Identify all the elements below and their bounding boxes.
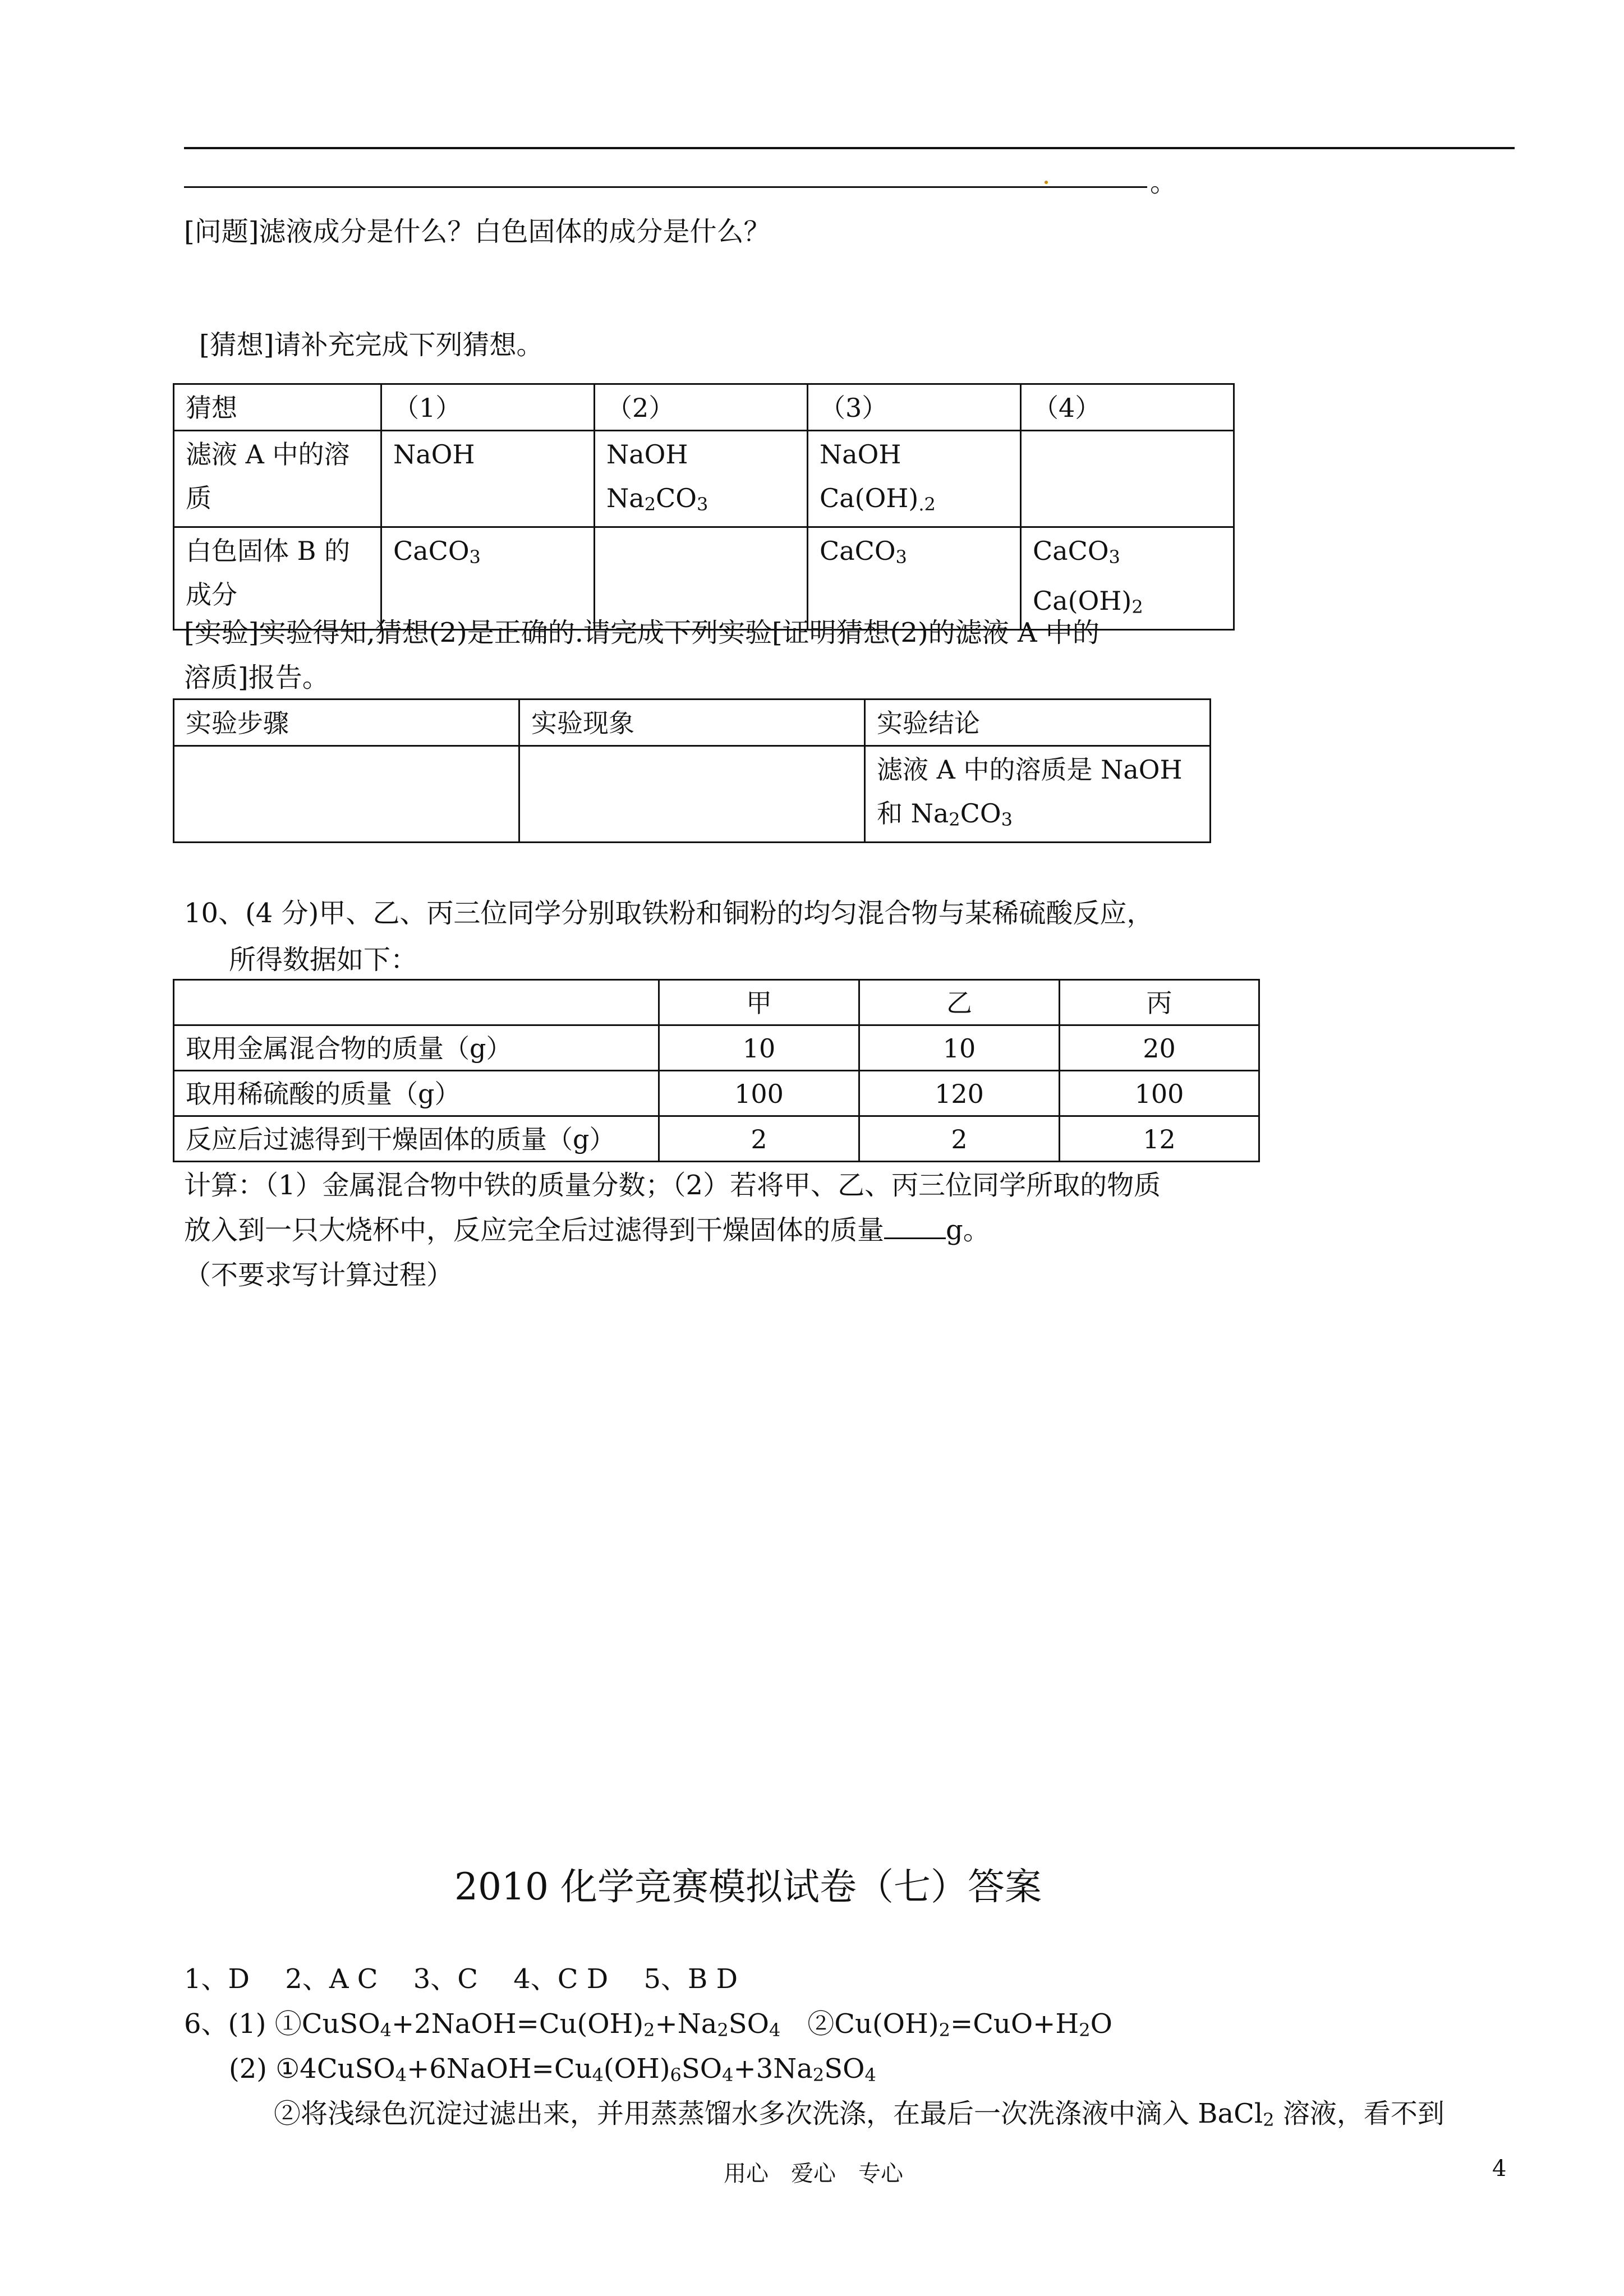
stray-dot <box>1045 181 1048 184</box>
answer-blank[interactable] <box>884 1215 946 1239</box>
experiment-table <box>173 698 1211 843</box>
experiment-intro-line: [实验]实验得知,猜想(2)是正确的.请完成下列实验[证明猜想(2)的滤液 A 中的 <box>184 617 1099 648</box>
value-cell: 12 <box>1060 1116 1259 1162</box>
value-cell: 120 <box>859 1071 1060 1116</box>
guess-header-cell: （2） <box>595 384 808 431</box>
value-cell: 100 <box>659 1071 859 1116</box>
value-cell: 2 <box>659 1116 859 1162</box>
q10-header-cell <box>174 980 659 1025</box>
row-label-line: 成分 <box>186 579 237 610</box>
experiment-header-cell: 实验现象 <box>519 700 865 746</box>
row-label: 取用稀硫酸的质量（g） <box>174 1071 659 1116</box>
formula: NaOH <box>606 439 688 470</box>
guess-cell <box>595 431 808 527</box>
footer-motto: 用心 爱心 专心 <box>724 2161 903 2187</box>
row-label <box>174 431 381 527</box>
q10-header-cell: 甲 <box>659 980 859 1025</box>
experiment-header-cell: 实验结论 <box>865 700 1211 746</box>
answer-line2: 6、(1) $①CuSO_4+2NaOH=Cu(OH)_2+Na_2SO_4$ $②Cu(OH)_2=CuO+H_2O$ <box>184 2008 1112 2041</box>
answer-line3: (2) $①4CuSO_4+6NaOH=Cu_4(OH)_6SO_4+3Na_2SO_4$ <box>229 2053 876 2086</box>
experiment-header-row <box>174 700 1211 746</box>
experiment-phenomena-cell[interactable] <box>519 746 865 843</box>
row-label: 反应后过滤得到干燥固体的质量（g） <box>174 1116 659 1162</box>
q10-line2: 所得数据如下： <box>229 944 418 976</box>
guess-cell-empty[interactable] <box>1021 431 1234 527</box>
formula: CaCO$_3$ <box>1033 536 1120 568</box>
guess-cell <box>808 431 1021 527</box>
question-line: [问题]滤液成分是什么？白色固体的成分是什么？ <box>184 216 771 247</box>
guess-row-filtrate <box>174 431 1234 527</box>
value-cell: 100 <box>1060 1071 1259 1116</box>
table-row <box>174 1116 1259 1162</box>
answer-title: 2010 化学竞赛模拟试卷（七）答案 <box>454 1865 1042 1908</box>
q10-data-table <box>173 979 1260 1162</box>
experiment-intro-line: 溶质]报告。 <box>184 662 329 693</box>
q10-line1: 10、(4 分)甲、乙、丙三位同学分别取铁粉和铜粉的均匀混合物与某稀硫酸反应， <box>184 898 1154 929</box>
table-row <box>174 1071 1259 1116</box>
calc-line3: （不要求写计算过程） <box>184 1259 454 1291</box>
q10-header-cell: 乙 <box>859 980 1060 1025</box>
q10-header-row <box>174 980 1259 1025</box>
guess-cell: CaCO$_3$ <box>381 527 595 630</box>
guess-header-cell: 猜想 <box>174 384 381 431</box>
answer-line1: 1、D 2、A C 3、C 4、C D 5、B D <box>184 1963 738 1995</box>
answer-line4: ②将浅绿色沉淀过滤出来，并用蒸蒸馏水多次洗涤，在最后一次洗涤液中滴入 BaCl$_2$ 溶液，看不到 <box>274 2098 1444 2131</box>
guess-table <box>173 383 1235 631</box>
guess-header-row <box>174 384 1234 431</box>
value-cell: 10 <box>659 1025 859 1071</box>
formula: $Na_2CO_3$ <box>606 483 709 515</box>
guess-header-cell: （1） <box>381 384 595 431</box>
calc-line2: 放入到一只大烧杯中，反应完全后过滤得到干燥固体的质量 g。 <box>184 1214 990 1246</box>
formula: $Ca(OH)_2$ <box>1033 586 1143 618</box>
formula: NaOH <box>393 439 475 470</box>
guess-cell <box>381 431 595 527</box>
formula: $Ca(OH)_{.2}$ <box>820 483 936 515</box>
guess-header-cell: （3） <box>808 384 1021 431</box>
value-cell: 2 <box>859 1116 1060 1162</box>
experiment-row <box>174 746 1211 843</box>
experiment-steps-cell[interactable] <box>174 746 519 843</box>
calc-line1: 计算：（1）金属混合物中铁的质量分数；（2）若将甲、乙、丙三位同学所取的物质 <box>184 1170 1161 1201</box>
row-label-line: 滤液 A 中的溶 <box>186 439 350 470</box>
value-cell: 10 <box>859 1025 1060 1071</box>
experiment-header-cell: 实验步骤 <box>174 700 519 746</box>
guess-cell: CaCO$_3$ <box>808 527 1021 630</box>
experiment-conclusion-cell: 滤液 A 中的溶质是 NaOH 和 $Na_2CO_3$ <box>865 746 1211 843</box>
page-number: 4 <box>1492 2156 1507 2182</box>
end-period: 。 <box>1150 167 1177 198</box>
q10-header-cell: 丙 <box>1060 980 1259 1025</box>
row-label-line: 质 <box>186 483 211 513</box>
row-label: 取用金属混合物的质量（g） <box>174 1025 659 1071</box>
top-rule <box>184 147 1515 149</box>
guess-intro: [猜想]请补充完成下列猜想。 <box>199 329 544 361</box>
guess-header-cell: （4） <box>1021 384 1234 431</box>
formula: NaOH <box>820 439 901 470</box>
row-label-line: 白色固体 B 的 <box>186 536 351 566</box>
answer-blank-line <box>184 186 1147 188</box>
value-cell: 20 <box>1060 1025 1259 1071</box>
table-row <box>174 1025 1259 1071</box>
